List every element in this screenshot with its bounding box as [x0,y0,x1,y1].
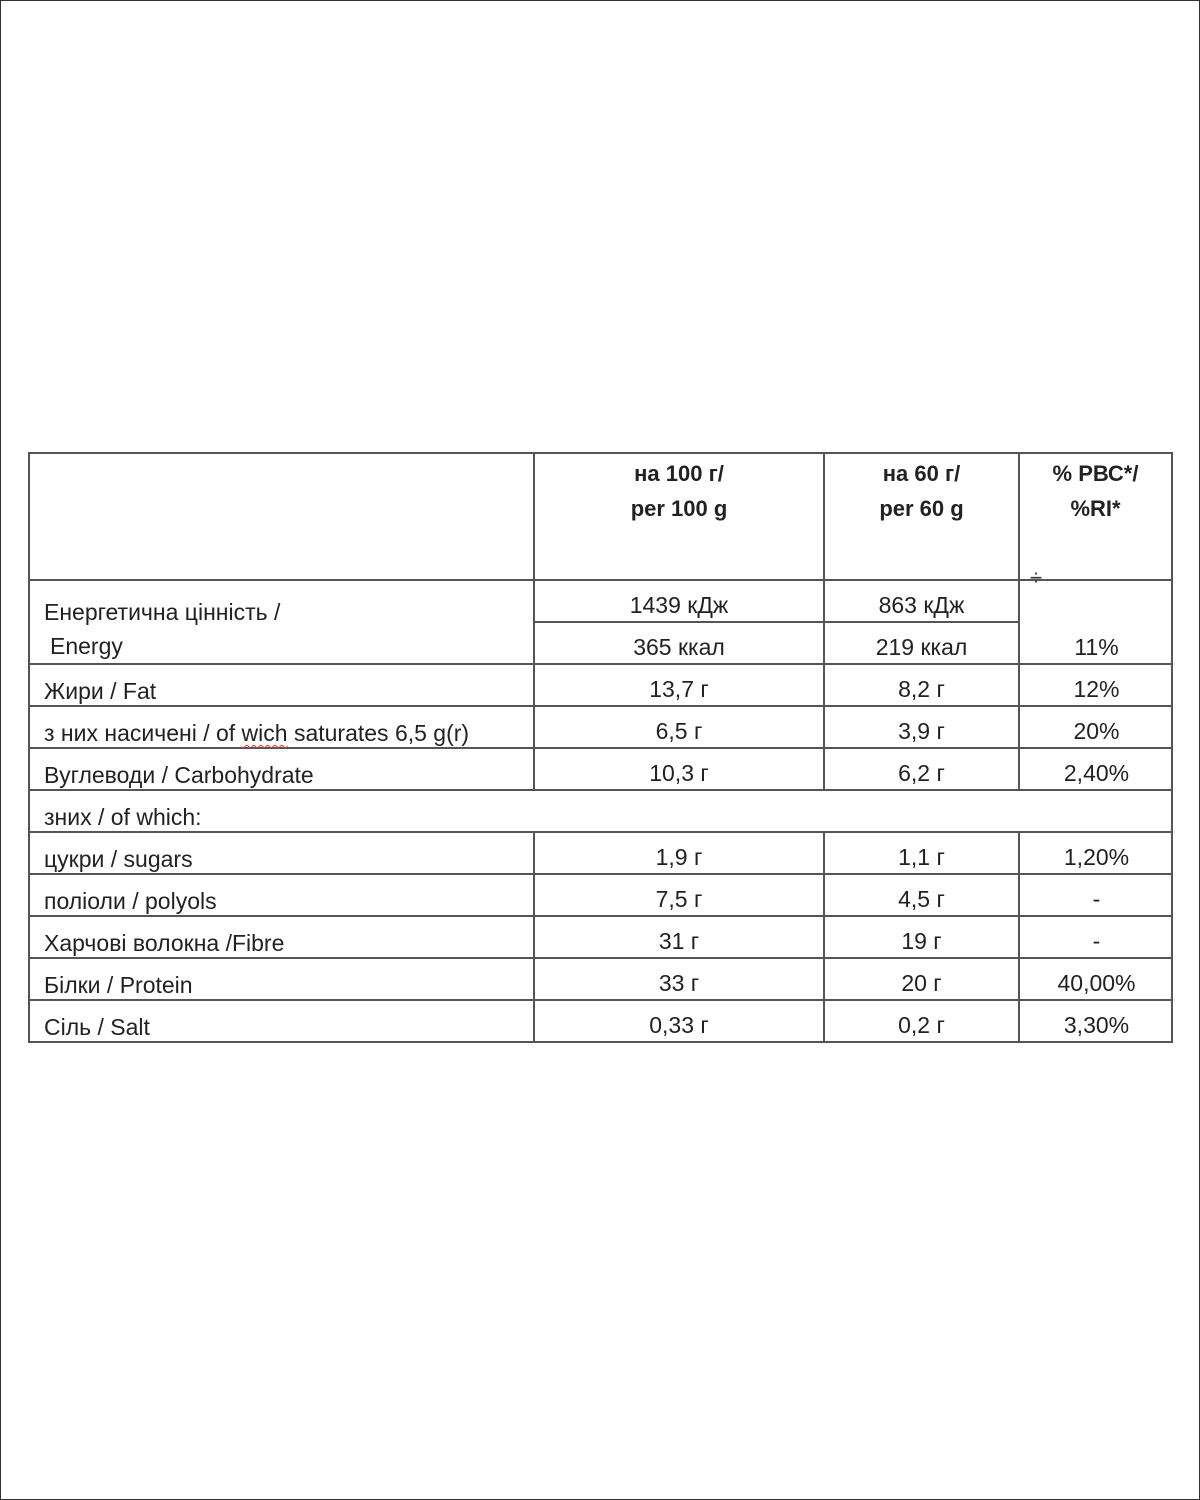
table-row-protein [29,958,1172,1000]
table-row-energy-kj [29,580,1172,622]
salt-label: Сіль / Salt [29,1000,534,1042]
header-per-60g-ua: на 60 г/ [882,461,961,486]
energy-ri-cell [1019,565,1172,664]
energy-label-en: Energy [50,633,123,659]
energy-label [29,580,534,664]
energy-kj-100: 1439 кДж [534,580,824,622]
header-per-60g-en: per 60 g [879,496,964,521]
header-empty-cell [29,453,534,580]
header-per-100g [534,453,824,580]
energy-kcal-100: 365 ккал [534,622,824,664]
protein-label: Білки / Protein [29,958,534,1000]
fat-per60: 8,2 г [824,664,1019,706]
spellcheck-mark: wich [241,720,288,746]
carbs-ri: 2,40% [1019,748,1172,790]
salt-ri: 3,30% [1019,1000,1172,1042]
polyols-label: поліоли / polyols [29,874,534,916]
saturates-label [29,706,534,748]
divide-sign-icon: ÷ [1030,565,1043,590]
sugars-per100: 1,9 г [534,832,824,874]
header-ri [1019,453,1172,580]
saturates-label-pre: з них насичені / of [44,720,242,746]
of-which-label: зних / of which: [29,790,1172,832]
fibre-per100: 31 г [534,916,824,958]
energy-kj-60: 863 кДж [824,580,1019,622]
sugars-ri: 1,20% [1019,832,1172,874]
table-row-of-which [29,790,1172,832]
sugars-per60: 1,1 г [824,832,1019,874]
protein-ri: 40,00% [1019,958,1172,1000]
sugars-label: цукри / sugars [29,832,534,874]
protein-per60: 20 г [824,958,1019,1000]
fat-ri: 12% [1019,664,1172,706]
salt-per60: 0,2 г [824,1000,1019,1042]
header-per-100g-en: per 100 g [630,496,728,521]
header-per-100g-ua: на 100 г/ [634,461,724,486]
saturates-per60: 3,9 г [824,706,1019,748]
carbs-per60: 6,2 г [824,748,1019,790]
table-header-row [29,453,1172,580]
table-row-salt [29,1000,1172,1042]
nutrition-table [28,452,1173,1043]
energy-ri: 11% [1074,634,1119,660]
saturates-ri: 20% [1019,706,1172,748]
table-row-sugars [29,832,1172,874]
saturates-label-post: saturates 6,5 g(r) [287,720,470,746]
table-row-fibre [29,916,1172,958]
energy-label-ua: Енергетична цінність / [44,599,281,625]
header-per-60g [824,453,1019,580]
header-ri-en: %RI* [1070,496,1121,521]
header-ri-ua: % РВС*/ [1052,461,1139,486]
energy-kcal-60: 219 ккал [824,622,1019,664]
polyols-ri: - [1019,874,1172,916]
protein-per100: 33 г [534,958,824,1000]
table-row-saturates [29,706,1172,748]
table-row-carbs [29,748,1172,790]
polyols-per60: 4,5 г [824,874,1019,916]
table-row-polyols [29,874,1172,916]
fibre-per60: 19 г [824,916,1019,958]
carbs-per100: 10,3 г [534,748,824,790]
salt-per100: 0,33 г [534,1000,824,1042]
fat-label: Жири / Fat [29,664,534,706]
saturates-per100: 6,5 г [534,706,824,748]
carbs-label: Вуглеводи / Carbohydrate [29,748,534,790]
polyols-per100: 7,5 г [534,874,824,916]
fat-per100: 13,7 г [534,664,824,706]
fibre-label: Харчові волокна /Fibre [29,916,534,958]
fibre-ri: - [1019,916,1172,958]
table-row-fat [29,664,1172,706]
